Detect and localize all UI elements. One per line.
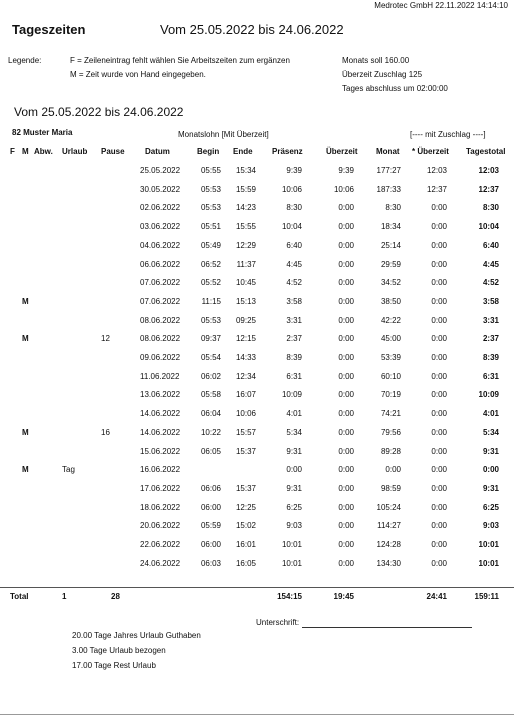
cell-uz2: 0:00 [431,483,447,493]
cell-ende: 15:13 [235,296,256,306]
cell-total: 3:58 [482,296,499,306]
cell-m: M [22,465,29,475]
cell-ende: 14:23 [235,203,256,213]
cell-monat: 60:10 [380,371,401,381]
cell-monat: 70:19 [380,390,401,400]
cell-begin: 06:00 [200,540,221,549]
cell-datum: 08.06.2022 [140,315,181,325]
cell-begin: 05:51 [200,222,221,232]
cell-ueberzeit: 0:00 [338,502,354,512]
company-datetime: Medrotec GmbH 22.11.2022 14:14:10 [374,1,508,10]
cell-monat: 134:30 [376,558,401,568]
cell-total: 9:03 [482,521,499,531]
cell-uz2: 0:00 [431,334,447,344]
cell-uz2: 0:00 [431,409,447,419]
cell-ueberzeit: 0:00 [338,240,354,250]
cell-datum: 11.06.2022 [140,371,180,381]
cell-uz2: 0:00 [431,278,447,288]
cell-uz2: 0:00 [431,203,447,213]
table-row [0,409,514,427]
total-label: Total [10,592,29,601]
cell-monat: 53:39 [380,353,401,362]
cell-total: 0:00 [482,465,499,475]
cell-datum: 13.06.2022 [140,390,181,400]
cell-datum: 15.06.2022 [140,446,181,456]
cell-praesenz: 6:31 [286,371,302,381]
vacation-guthaben: 20.00 Tage Jahres Urlaub Guthaben [72,631,201,640]
cell-m: M [22,296,29,306]
table-row [0,334,514,352]
cell-datum: 17.06.2022 [140,483,181,493]
cell-datum: 06.06.2022 [140,259,181,269]
cell-begin: 05:53 [200,315,221,325]
signature-line [302,627,472,628]
cell-praesenz: 9:31 [286,483,302,493]
cell-begin: 05:49 [200,240,221,250]
cell-ueberzeit: 0:00 [338,558,354,568]
tages-abschluss: Tages abschluss um 02:00:00 [342,84,448,93]
cell-begin: 05:54 [200,353,221,362]
col-praesenz: Präsenz [272,147,303,156]
cell-datum: 25.05.2022 [140,166,181,175]
legend-label: Legende: [8,56,42,65]
cell-ende: 15:59 [235,184,256,194]
totals-row [0,592,514,610]
table-row [0,297,514,315]
cell-praesenz: 4:45 [286,259,302,269]
cell-begin: 05:53 [200,184,221,194]
cell-total: 4:52 [482,278,499,288]
col-tagestotal: Tagestotal [466,147,506,156]
cell-monat: 38:50 [380,296,401,306]
cell-begin: 05:58 [200,390,221,400]
cell-begin: 05:53 [200,203,221,213]
cell-uz2: 0:00 [431,240,447,250]
cell-total: 4:45 [482,259,499,269]
vacation-rest: 17.00 Tage Rest Urlaub [72,661,156,670]
cell-uz2: 0:00 [431,502,447,512]
legend-f: F = Zeileneintrag fehlt wählen Sie Arbeitszeiten zum ergänzen [70,56,290,65]
col-pause: Pause [101,147,125,156]
cell-uz2: 0:00 [431,446,447,456]
cell-total: 10:01 [478,558,499,568]
cell-ueberzeit: 0:00 [338,315,354,325]
cell-monat: 177:27 [376,166,401,175]
col-m: M [22,147,29,156]
cell-abw: Tag [62,465,75,475]
cell-ende: 15:55 [235,222,256,232]
cell-ueberzeit: 0:00 [338,222,354,232]
cell-monat: 105:24 [376,502,401,512]
cell-ende: 15:34 [235,166,256,175]
cell-begin: 06:02 [200,371,221,381]
cell-ende: 16:07 [235,390,256,400]
total-praesenz: 154:15 [277,592,302,601]
total-uz2: 24:41 [426,592,447,601]
col-begin: Begin [197,147,220,156]
cell-begin: 06:00 [200,502,221,512]
cell-total: 6:40 [482,240,499,250]
cell-praesenz: 9:03 [286,521,302,531]
cell-begin: 06:06 [200,483,221,493]
cell-begin: 06:52 [200,259,221,269]
cell-ende: 15:57 [235,427,256,437]
table-row [0,203,514,221]
cell-uz2: 0:00 [431,353,447,362]
cell-m: M [22,427,29,437]
cell-praesenz: 8:30 [286,203,302,213]
cell-ueberzeit: 0:00 [338,353,354,362]
totals-divider [0,587,514,588]
cell-monat: 18:34 [380,222,401,232]
cell-uz2: 0:00 [431,259,447,269]
col-urlaub: Urlaub [62,147,88,156]
cell-monat: 79:56 [380,427,401,437]
cell-ende: 09:25 [235,315,256,325]
cell-ueberzeit: 0:00 [338,521,354,531]
cell-ueberzeit: 10:06 [333,184,354,194]
cell-praesenz: 10:06 [281,184,302,194]
cell-ueberzeit: 9:39 [338,166,354,175]
cell-monat: 98:59 [380,483,401,493]
cell-praesenz: 10:09 [281,390,302,400]
cell-total: 6:25 [482,502,499,512]
zuschlag-note: [---- mit Zuschlag ----] [410,130,486,139]
cell-total: 3:31 [482,315,499,325]
cell-monat: 45:00 [380,334,401,344]
cell-begin: 06:03 [200,558,221,568]
cell-pause: 12 [101,334,110,344]
cell-datum: 02.06.2022 [140,203,181,213]
cell-monat: 187:33 [376,184,401,194]
cell-ueberzeit: 0:00 [338,390,354,400]
cell-ueberzeit: 0:00 [338,296,354,306]
footer-rule [0,714,514,715]
cell-praesenz: 4:01 [286,409,302,419]
table-row [0,260,514,278]
cell-praesenz: 10:01 [281,558,302,568]
cell-uz2: 0:00 [431,521,447,531]
cell-praesenz: 6:40 [286,240,302,250]
cell-datum: 14.06.2022 [140,427,181,437]
cell-praesenz: 5:34 [286,427,302,437]
table-row [0,503,514,521]
cell-praesenz: 2:37 [286,334,302,344]
cell-datum: 16.06.2022 [140,465,181,475]
ueberzeit-zuschlag: Überzeit Zuschlag 125 [342,70,423,79]
cell-monat: 34:52 [380,278,401,288]
cell-begin: 06:04 [200,409,221,419]
cell-ende: 16:01 [235,540,256,549]
cell-begin: 10:22 [200,427,221,437]
cell-ende: 12:15 [235,334,256,344]
cell-ueberzeit: 0:00 [338,427,354,437]
cell-ueberzeit: 0:00 [338,371,354,381]
cell-praesenz: 4:52 [286,278,302,288]
cell-datum: 03.06.2022 [140,222,181,232]
cell-praesenz: 9:31 [286,446,302,456]
cell-uz2: 0:00 [431,315,447,325]
cell-monat: 89:28 [380,446,401,456]
cell-m: M [22,334,29,344]
cell-praesenz: 10:01 [281,540,302,549]
cell-begin: 06:05 [200,446,221,456]
cell-begin: 09:37 [200,334,221,344]
cell-uz2: 0:00 [431,427,447,437]
col-abw: Abw. [34,147,53,156]
cell-uz2: 0:00 [431,540,447,549]
cell-total: 8:39 [482,353,499,362]
cell-praesenz: 6:25 [286,502,302,512]
total-tagestotal: 159:11 [474,592,499,601]
cell-begin: 05:59 [200,521,221,531]
col-f: F [10,147,15,156]
table-row [0,166,514,184]
table-row [0,353,514,371]
col-datum: Datum [145,147,170,156]
cell-ende: 15:37 [235,446,256,456]
monats-soll: Monats soll 160.00 [342,56,410,65]
cell-begin: 05:52 [200,278,221,288]
cell-datum: 09.06.2022 [140,353,181,362]
cell-ende: 16:05 [235,558,256,568]
table-row [0,447,514,465]
employee-name: 82 Muster Maria [12,128,73,137]
cell-total: 9:31 [482,483,499,493]
table-row [0,390,514,408]
table-row [0,185,514,203]
cell-ueberzeit: 0:00 [338,203,354,213]
cell-datum: 07.06.2022 [140,278,181,288]
cell-ende: 14:33 [235,353,256,362]
total-pause: 28 [111,592,120,601]
cell-begin: 11:15 [201,296,221,306]
salary-type: Monatslohn [Mit Überzeit] [178,130,269,139]
cell-monat: 0:00 [385,465,401,475]
total-ueberzeit: 19:45 [333,592,354,601]
cell-monat: 25:14 [380,240,401,250]
cell-ueberzeit: 0:00 [338,483,354,493]
cell-monat: 124:28 [376,540,401,549]
cell-ende: 15:37 [235,483,256,493]
cell-uz2: 12:37 [426,184,447,194]
cell-uz2: 12:03 [426,166,447,175]
page-title: Tageszeiten [12,22,86,37]
table-row [0,372,514,390]
cell-ueberzeit: 0:00 [338,334,354,344]
report-period: Vom 25.05.2022 bis 24.06.2022 [160,22,344,37]
table-row [0,521,514,539]
cell-total: 2:37 [482,334,499,344]
cell-datum: 22.06.2022 [140,540,181,549]
cell-total: 10:04 [478,222,499,232]
cell-pause: 16 [101,427,110,437]
cell-uz2: 0:00 [431,465,447,475]
cell-datum: 30.05.2022 [140,184,181,194]
cell-ueberzeit: 0:00 [338,465,354,475]
table-row [0,540,514,558]
cell-ueberzeit: 0:00 [338,278,354,288]
cell-monat: 29:59 [380,259,401,269]
cell-praesenz: 3:58 [286,296,302,306]
cell-ueberzeit: 0:00 [338,540,354,549]
table-row [0,278,514,296]
sub-period: Vom 25.05.2022 bis 24.06.2022 [14,105,184,119]
col-ende: Ende [233,147,253,156]
col-ueberzeit: Überzeit [326,147,358,156]
cell-datum: 14.06.2022 [140,409,181,419]
cell-ueberzeit: 0:00 [338,409,354,419]
col-ueberzeit-zuschlag: * Überzeit [412,147,449,156]
cell-monat: 114:27 [377,521,401,531]
cell-uz2: 0:00 [431,390,447,400]
cell-ueberzeit: 0:00 [338,259,354,269]
table-row [0,222,514,240]
legend-m: M = Zeit wurde von Hand eingegeben. [70,70,206,79]
cell-ende: 12:25 [235,502,256,512]
table-row [0,484,514,502]
cell-praesenz: 8:39 [286,353,302,362]
cell-ende: 10:06 [235,409,256,419]
cell-total: 9:31 [482,446,499,456]
col-monat: Monat [376,147,400,156]
cell-begin: 05:55 [200,166,221,175]
vacation-bezogen: 3.00 Tage Urlaub bezogen [72,646,166,655]
cell-datum: 24.06.2022 [140,558,181,568]
cell-praesenz: 10:04 [281,222,302,232]
cell-praesenz: 0:00 [286,465,302,475]
cell-monat: 42:22 [380,315,401,325]
cell-total: 6:31 [482,371,499,381]
cell-datum: 07.06.2022 [140,296,181,306]
table-row [0,465,514,483]
cell-total: 5:34 [482,427,499,437]
cell-datum: 08.06.2022 [140,334,181,344]
cell-praesenz: 3:31 [286,315,302,325]
cell-datum: 04.06.2022 [140,240,181,250]
table-row [0,316,514,334]
cell-ende: 15:02 [235,521,256,531]
cell-ende: 12:34 [235,371,256,381]
total-abw: 1 [62,592,67,601]
cell-monat: 74:21 [380,409,401,419]
cell-uz2: 0:00 [431,296,447,306]
cell-praesenz: 9:39 [286,166,302,175]
cell-uz2: 0:00 [431,222,447,232]
cell-total: 4:01 [482,409,499,419]
cell-total: 10:09 [478,390,499,400]
cell-total: 8:30 [482,203,499,213]
cell-ende: 10:45 [235,278,256,288]
cell-uz2: 0:00 [431,558,447,568]
cell-monat: 8:30 [385,203,401,213]
cell-ueberzeit: 0:00 [338,446,354,456]
table-header [0,147,514,165]
signature-label: Unterschrift: [256,618,300,627]
cell-total: 10:01 [478,540,499,549]
cell-datum: 18.06.2022 [140,502,181,512]
table-row [0,559,514,577]
cell-ende: 12:29 [235,240,256,250]
cell-uz2: 0:00 [431,371,447,381]
table-row [0,241,514,259]
cell-ende: 11:37 [236,259,256,269]
cell-total: 12:37 [478,184,499,194]
cell-total: 12:03 [478,166,499,175]
cell-datum: 20.06.2022 [140,521,181,531]
table-row [0,428,514,446]
